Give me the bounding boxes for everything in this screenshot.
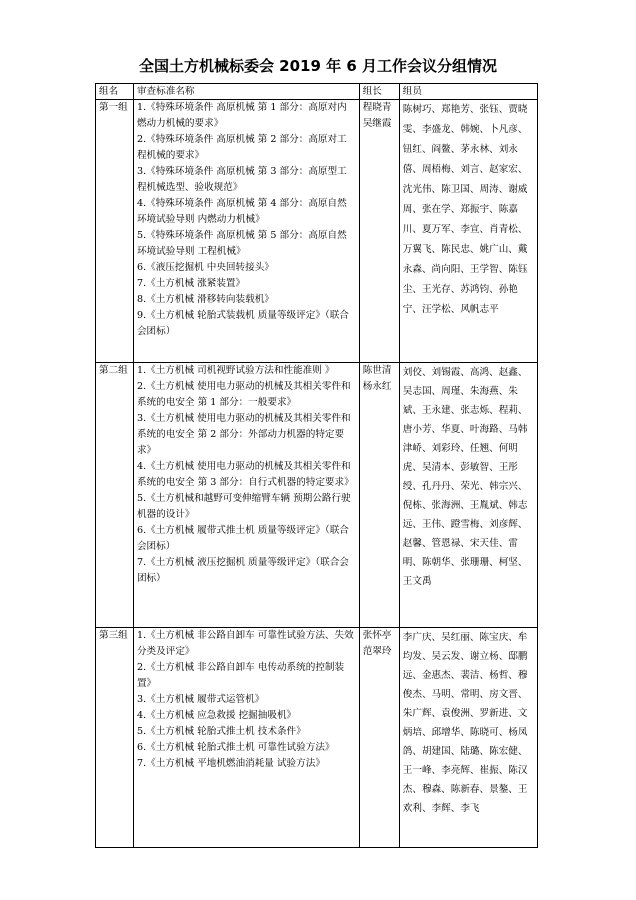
- leader-name: 陈世清: [362, 365, 392, 376]
- table-header-row: [96, 84, 538, 100]
- leader-name: 吴继霞: [362, 118, 392, 129]
- standard-item: 2.《土方机械 使用电力驱动的机械及其相关零件和系统的电安全 第 1 部分：一般要求》: [136, 381, 351, 408]
- standard-item: 4.《特殊环境条件 高原机械 第 4 部分：高原自然环境试验导则 内燃动力机械》: [136, 198, 347, 225]
- standard-item: 5.《土方机械 轮胎式推土机 技术条件》: [136, 726, 306, 737]
- table-row-group-2: [96, 363, 538, 628]
- standard-item: 2.《特殊环境条件 高原机械 第 2 部分：高原对工程机械的要求》: [136, 134, 347, 161]
- leader-name: 杨永红: [362, 381, 392, 392]
- header-members: 组员: [399, 84, 537, 100]
- group-leaders: [359, 628, 399, 848]
- table-row-group-1: [96, 100, 538, 363]
- leader-name: 范翠玲: [362, 646, 392, 657]
- group-name: 第一组: [96, 100, 134, 363]
- group-leaders: [359, 363, 399, 628]
- leader-name: 张怀亭: [362, 630, 392, 641]
- grouping-table: [95, 83, 538, 848]
- standard-item: 1.《特殊环境条件 高原机械 第 1 部分：高原对内燃动力机械的要求》: [136, 102, 347, 129]
- standard-item: 6.《土方机械 履带式推土机 质量等级评定》（联合会团标）: [136, 525, 349, 552]
- standard-item: 1.《土方机械 非公路自卸车 可靠性试验方法、失效分类及评定》: [136, 630, 354, 657]
- table-row-group-3: [96, 628, 538, 848]
- group-members: 刘佼、刘锡霞、高鸿、赵鑫、吴志国、周瑾、朱海燕、朱斌、王永建、张志烁、程莉、唐小芳、华夏、叶海路、马韩津峤、刘彩玲、任翘、何明虎、吴清本、彭敏智、王彤绶、孔丹丹、荣光、韩宗兴、倪栋、张海洲、王胤斌、韩志远、王伟、蹬雪梅、刘彦辉、赵馨、管恩禄、宋天佳、雷明、陈朝华、张珊珊、柯坚、王文禹: [399, 363, 537, 628]
- group-leaders: [359, 100, 399, 363]
- standards-list: [133, 363, 359, 628]
- header-standards: 审查标准名称: [133, 84, 359, 100]
- standard-item: 7.《土方机械 平地机燃油消耗量 试验方法》: [136, 758, 325, 769]
- header-group: 组名: [96, 84, 134, 100]
- standard-item: 6.《液压挖掘机 中央回转接头》: [136, 262, 274, 273]
- group-name: 第三组: [96, 628, 134, 848]
- standard-item: 5.《土方机械和越野可变伸缩臂车辆 预期公路行驶机器的设计》: [136, 493, 351, 520]
- standard-item: 3.《土方机械 履带式运管机》: [136, 694, 265, 705]
- standard-item: 7.《土方机械 涨紧装置》: [136, 278, 246, 289]
- group-name: 第二组: [96, 363, 134, 628]
- standard-item: 8.《土方机械 滑移转向装载机》: [136, 294, 274, 305]
- standard-item: 2.《土方机械 非公路自卸车 电传动系统的控制装置》: [136, 662, 345, 689]
- document-title: 全国土方机械标委会 2019 年 6 月工作会议分组情况: [138, 57, 498, 75]
- standard-item: 3.《特殊环境条件 高原机械 第 3 部分：高原型工程机械选型、验收规范》: [136, 166, 347, 193]
- group-members: 李广庆、吴红丽、陈宝庆、牟均发、吴云发、谢立杨、邸鹏远、金惠杰、裴洁、杨哲、穆俊杰、马明、常明、房文晋、朱广辉、袁俊洲、罗新进、文炳培、邱增华、陈晓可、杨凤鸽、胡建国、陆璐、陈宏健、王一峰、李亮辉、崔振、陈汉杰、穆森、陈新春、景鏊、王欢利、李辉、李飞: [399, 628, 537, 848]
- standard-item: 9.《土方机械 轮胎式装载机 质量等级评定》（联合会团标）: [136, 310, 349, 337]
- leader-name: 程晓青: [362, 102, 392, 113]
- standard-item: 7.《土方机械 液压挖掘机 质量等级评定》（联合会团标）: [136, 557, 349, 584]
- standard-item: 6.《土方机械 轮胎式推土机 可靠性试验方法》: [136, 742, 335, 753]
- standard-item: 5.《特殊环境条件 高原机械 第 5 部分：高原自然环境试验导则 工程机械》: [136, 230, 347, 257]
- standard-item: 3.《土方机械 使用电力驱动的机械及其相关零件和系统的电安全 第 2 部分：外部动力机器的特定要求》: [136, 413, 351, 456]
- standard-item: 4.《土方机械 应急救援 挖掘抽吸机》: [136, 710, 297, 721]
- group-members: 陈树巧、郑艳芳、张钰、贾晓雯、李盛龙、韩婉、卜凡彦、钮红、阎鳌、茅永林、刘永僖、周梧梅、刘言、赵家宏、沈光伟、陈卫国、周涛、谢威周、张在学、郑振宇、陈嘉川、夏万军、李宣、肖青松、万翼飞、陈民忠、姚广山、戴永森、尚向阳、王学智、陈钰尘、王光存、苏鸿钧、孙艳宁、汪学松、风帆志平: [399, 100, 537, 363]
- standard-item: 4.《土方机械 使用电力驱动的机械及其相关零件和系统的电安全 第 3 部分：自行式机器的特定要求》: [136, 461, 354, 488]
- standards-list: [133, 628, 359, 848]
- header-leader: 组长: [359, 84, 399, 100]
- standards-list: [133, 100, 359, 363]
- standard-item: 1.《土方机械 司机视野试验方法和性能准则 》: [136, 365, 335, 376]
